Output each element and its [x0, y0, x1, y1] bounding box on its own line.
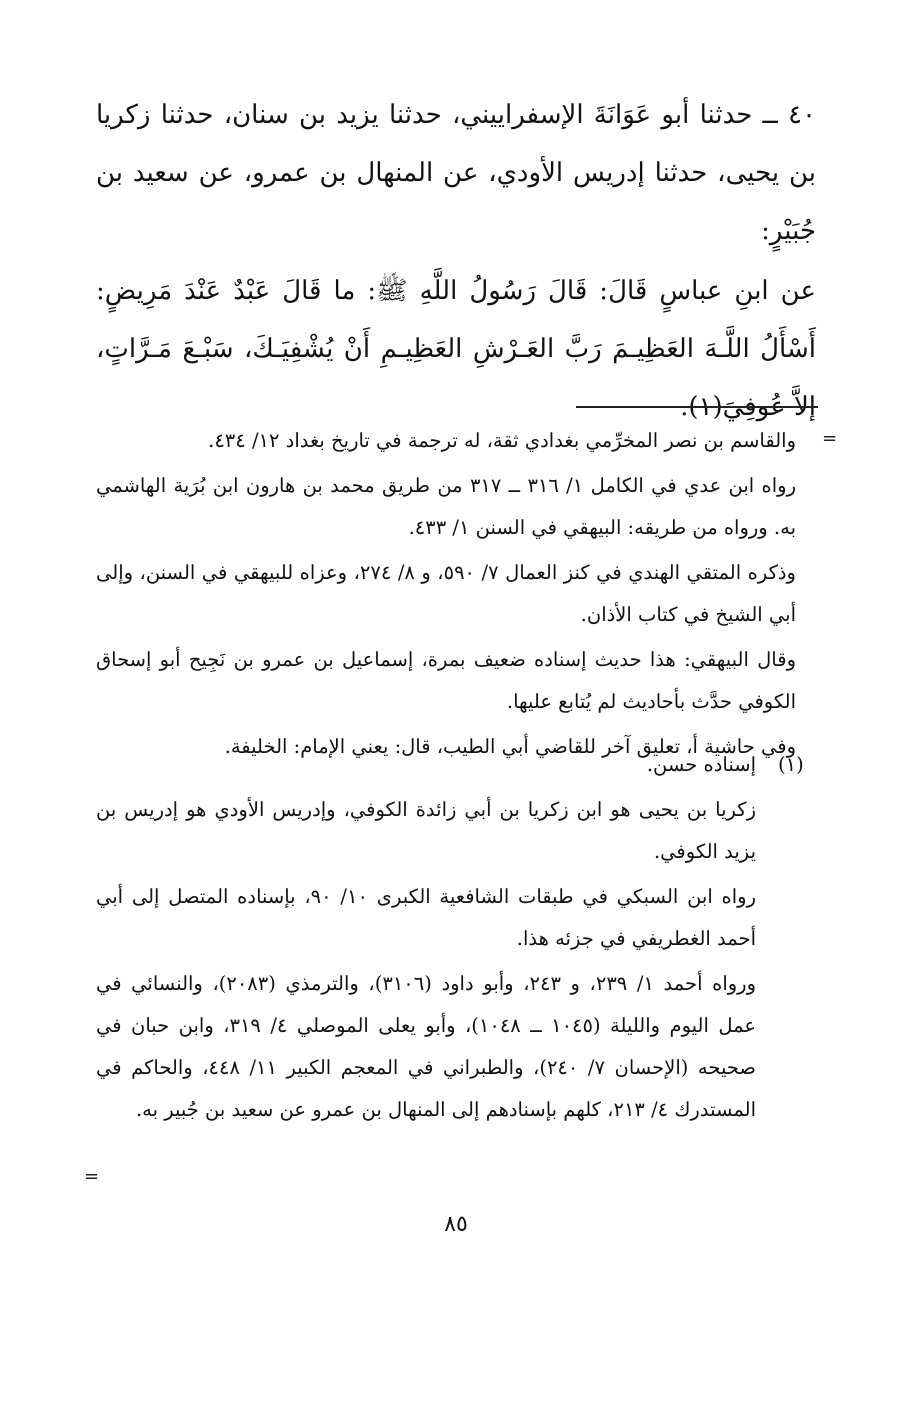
note-line: والقاسم بن نصر المخرِّمي بغدادي ثقة، له ترجمة في تاريخ بغداد ١٢/ ٤٣٤. [208, 429, 796, 452]
hadith-isnad: ٤٠ ــ حدثنا أبو عَوَانَةَ الإسفراييني، حدثنا يزيد بن سنان، حدثنا زكريا بن يحيى، حدثنا إدريس الأودي، عن المنهال بن عمرو، عن سعيد بن جُبَيْرٍ: [96, 100, 816, 246]
hadith-matn: عن ابنِ عباسٍ قَالَ: قَالَ رَسُولُ اللَّهِ ﷺ: ما قَالَ عَبْدٌ عَنْدَ مَرِيضٍ: أَسْأَلُ اللَّـهَ العَظِيـمَ رَبَّ العَـرْشِ العَظِيـمِ أَنْ يُشْفِيَـكَ، سَبْـعَ مَـرَّاتٍ، إلاَّ عُوفِيَ(١). [96, 276, 816, 422]
footnote-number: (١) [778, 753, 804, 776]
footnote-paragraph: رواه ابن السبكي في طبقات الشافعية الكبرى ١٠/ ٩٠، بإسناده المتصل إلى أبي أحمد الغطريفي في جزئه هذا. [96, 885, 756, 950]
hadith-text [96, 86, 816, 436]
footnote-paragraph: زكريا بن يحيى هو ابن زكريا بن أبي زائدة الكوفي، وإدريس الأودي هو إدريس بن يزيد الكوفي. [96, 798, 756, 863]
note-line: وذكره المتقي الهندي في كنز العمال ٧/ ٥٩٠، و ٨/ ٢٧٤، وعزاه للبيهقي في السنن، وإلى أبي الشيخ في كتاب الأذان. [96, 561, 796, 626]
footnote-divider [576, 406, 818, 408]
footnote-paragraph: إسناده حسن. [646, 753, 756, 776]
note-line: وفي حاشية أ، تعليق آخر للقاضي أبي الطيب، قال: يعني الإمام: الخليفة. [224, 735, 796, 758]
footnote-paragraph: ورواه أحمد ١/ ٢٣٩، و ٢٤٣، وأبو داود (٣١٠٦)، والترمذي (٢٠٨٣)، والنسائي في عمل اليوم والليلة (١٠٤٥ ــ ١٠٤٨)، وأبو يعلى الموصلي ٤/ ٣١٩، وابن حبان في صحيحه (الإحسان ٧/ ٢٤٠)، والطبراني في المعجم الكبير ١١/ ٤٤٨، والحاكم في المستدرك ٤/ ٢١٣، كلهم بإسنادهم إلى المنهال بن عمرو عن سعيد بن جُبير به. [96, 972, 756, 1121]
note-line: رواه ابن عدي في الكامل ١/ ٣١٦ ــ ٣١٧ من طريق محمد بن هارون ابن بُرَية الهاشمي به. ورواه من طريقه: البيهقي في السنن ١/ ٤٣٣. [96, 474, 797, 539]
continuation-mark-bottom: = [84, 1166, 100, 1187]
footnote-body [96, 744, 756, 1131]
page-number: ٨٥ [444, 1212, 468, 1237]
continuation-mark-top: = [822, 428, 838, 449]
note-line: وقال البيهقي: هذا حديث إسناده ضعيف بمرة، إسماعيل بن عمرو بن نَجِيح أبو إسحاق الكوفي حدَّث بأحاديث لم يُتابع عليها. [96, 648, 796, 713]
notes-continued [96, 420, 796, 768]
